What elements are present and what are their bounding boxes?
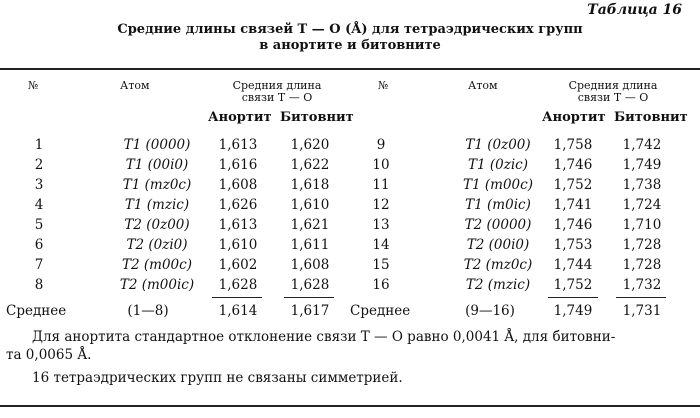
average-label-right: Среднее <box>350 303 411 319</box>
row-anorthite-value-right: 1,752 <box>553 177 593 193</box>
sum-underline-an-left <box>212 297 262 298</box>
col-header-bytownite-left: Битовнит <box>280 110 354 125</box>
average-label-left: Среднее <box>6 303 67 319</box>
row-number-right: 9 <box>376 137 386 153</box>
row-bytownite-value-right: 1,728 <box>622 257 662 273</box>
row-anorthite-value-left: 1,610 <box>218 237 258 253</box>
row-atom-left: T2 (m00c) <box>122 257 192 273</box>
col-header-mean-left <box>212 80 342 104</box>
average-an-right: 1,749 <box>553 303 593 319</box>
row-anorthite-value-left: 1,616 <box>218 157 258 173</box>
top-rule <box>0 68 700 70</box>
row-number-left: 2 <box>34 157 44 173</box>
row-anorthite-value-right: 1,746 <box>553 217 593 233</box>
row-number-left: 4 <box>34 197 44 213</box>
row-bytownite-value-left: 1,628 <box>290 277 330 293</box>
table-heading-line1: Средние длины связей T — O (Å) для тетраэдрических групп <box>117 22 583 37</box>
row-number-right: 10 <box>372 157 390 173</box>
row-anorthite-value-right: 1,752 <box>553 277 593 293</box>
row-number-right: 16 <box>372 277 390 293</box>
row-number-left: 6 <box>34 237 44 253</box>
row-number-right: 12 <box>372 197 390 213</box>
row-anorthite-value-right: 1,741 <box>553 197 593 213</box>
row-bytownite-value-left: 1,622 <box>290 157 330 173</box>
row-anorthite-value-left: 1,602 <box>218 257 258 273</box>
average-range-left: (1—8) <box>127 303 169 319</box>
row-atom-left: T1 (mz0c) <box>122 177 192 193</box>
row-anorthite-value-right: 1,753 <box>553 237 593 253</box>
row-anorthite-value-right: 1,758 <box>553 137 593 153</box>
row-anorthite-value-right: 1,746 <box>553 157 593 173</box>
row-anorthite-value-left: 1,608 <box>218 177 258 193</box>
sum-underline-bi-left <box>284 297 334 298</box>
row-atom-right: T1 (0zic) <box>468 157 528 173</box>
row-atom-right: T2 (00i0) <box>466 237 530 253</box>
row-bytownite-value-left: 1,621 <box>290 217 330 233</box>
col-header-atom-right: Атом <box>468 79 498 92</box>
row-anorthite-value-left: 1,628 <box>218 277 258 293</box>
row-atom-left: T1 (mzic) <box>124 197 190 213</box>
row-bytownite-value-right: 1,710 <box>622 217 662 233</box>
row-number-left: 1 <box>34 137 44 153</box>
note-line-2: та 0,0065 Å. <box>6 347 92 363</box>
row-atom-left: T2 (0z00) <box>124 217 190 233</box>
table-heading-line2: в анортите и битовните <box>259 38 441 53</box>
col-header-anorthite-left: Анортит <box>208 110 272 125</box>
col-header-mean-right <box>548 80 678 104</box>
row-number-right: 11 <box>372 177 390 193</box>
row-bytownite-value-right: 1,738 <box>622 177 662 193</box>
sum-underline-an-right <box>548 297 598 298</box>
row-bytownite-value-right: 1,728 <box>622 237 662 253</box>
col-header-num-left: № <box>28 79 39 92</box>
row-atom-right: T1 (0z00) <box>465 137 531 153</box>
row-bytownite-value-right: 1,742 <box>622 137 662 153</box>
row-bytownite-value-left: 1,618 <box>290 177 330 193</box>
row-atom-right: T1 (m00c) <box>463 177 533 193</box>
row-atom-left: T1 (0000) <box>123 137 191 153</box>
row-number-left: 3 <box>34 177 44 193</box>
col-header-mean-line2: связи T — O <box>577 91 649 104</box>
row-atom-left: T1 (00i0) <box>125 157 189 173</box>
row-bytownite-value-left: 1,611 <box>290 237 330 253</box>
row-bytownite-value-right: 1,749 <box>622 157 662 173</box>
row-anorthite-value-right: 1,744 <box>553 257 593 273</box>
row-number-right: 15 <box>372 257 390 273</box>
col-header-anorthite-right: Анортит <box>542 110 606 125</box>
row-bytownite-value-right: 1,732 <box>622 277 662 293</box>
col-header-atom-left: Атом <box>120 79 150 92</box>
col-header-num-right: № <box>378 79 389 92</box>
average-bi-right: 1,731 <box>622 303 662 319</box>
row-number-left: 8 <box>34 277 44 293</box>
table-label: Таблица 16 <box>587 2 682 18</box>
row-number-left: 7 <box>34 257 44 273</box>
col-header-mean-line1: Средния длина <box>568 79 658 92</box>
col-header-mean-line1: Средния длина <box>232 79 322 92</box>
row-number-right: 14 <box>372 237 390 253</box>
average-bi-left: 1,617 <box>290 303 330 319</box>
average-range-right: (9—16) <box>465 303 515 319</box>
row-anorthite-value-left: 1,613 <box>218 217 258 233</box>
note-line-3: 16 тетраэдрических групп не связаны симметрией. <box>32 370 403 386</box>
row-number-right: 13 <box>372 217 390 233</box>
average-an-left: 1,614 <box>218 303 258 319</box>
row-bytownite-value-right: 1,724 <box>622 197 662 213</box>
row-bytownite-value-left: 1,620 <box>290 137 330 153</box>
col-header-mean-line2: связи T — O <box>241 91 313 104</box>
note-line-1: Для анортита стандартное отклонение связи T — O равно 0,0041 Å, для битовни- <box>32 329 616 345</box>
row-atom-right: T2 (mzic) <box>465 277 531 293</box>
row-atom-left: T2 (0zi0) <box>126 237 188 253</box>
row-bytownite-value-left: 1,608 <box>290 257 330 273</box>
row-number-left: 5 <box>34 217 44 233</box>
row-bytownite-value-left: 1,610 <box>290 197 330 213</box>
row-atom-left: T2 (m00ic) <box>119 277 195 293</box>
col-header-bytownite-right: Битовнит <box>614 110 688 125</box>
row-anorthite-value-left: 1,613 <box>218 137 258 153</box>
sum-underline-bi-right <box>616 297 666 298</box>
row-atom-right: T2 (mz0c) <box>463 257 533 273</box>
row-atom-right: T1 (m0ic) <box>465 197 531 213</box>
bottom-rule <box>0 405 700 407</box>
row-atom-right: T2 (0000) <box>464 217 532 233</box>
row-anorthite-value-left: 1,626 <box>218 197 258 213</box>
